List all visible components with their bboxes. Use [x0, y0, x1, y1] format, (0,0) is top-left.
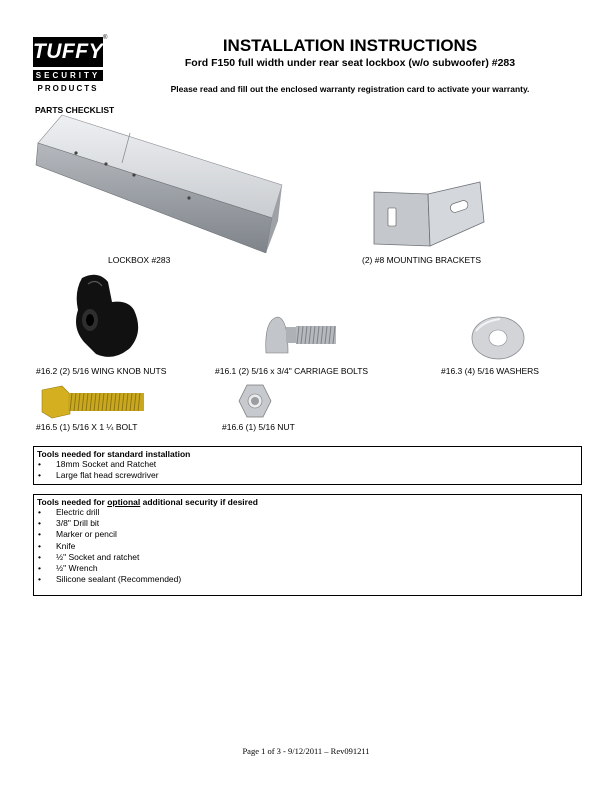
- logo-wordmark: TUFFY: [33, 37, 103, 67]
- part-label-brackets: (2) #8 MOUNTING BRACKETS: [362, 255, 482, 265]
- standard-tools-heading: Tools needed for standard installation: [37, 449, 191, 459]
- optional-tools-list: [34, 507, 581, 587]
- optional-tools-box: [33, 494, 582, 596]
- standard-tools-box: [33, 446, 582, 485]
- hex-bolt-illustration: [40, 384, 146, 420]
- logo-products-text: PRODUCTS: [37, 84, 99, 93]
- list-item: • 3/8" Drill bit: [34, 518, 581, 529]
- heading-text: Tools needed for: [37, 497, 108, 507]
- hex-nut-illustration: [238, 383, 272, 419]
- list-item: • Knife: [34, 541, 581, 552]
- part-label-washers: #16.3 (4) 5/16 WASHERS: [441, 366, 539, 376]
- parts-checklist-heading: PARTS CHECKLIST: [35, 105, 115, 115]
- part-label-hex-nut: #16.6 (1) 5/16 NUT: [222, 422, 295, 432]
- list-item: • Large flat head screwdriver: [34, 470, 581, 481]
- washer-illustration: [470, 315, 526, 361]
- part-label-hex-bolt: #16.5 (1) 5/16 X 1 ¼ BOLT: [36, 422, 138, 432]
- heading-text: additional security if desired: [140, 497, 258, 507]
- list-item: • Marker or pencil: [34, 529, 581, 540]
- list-item: • Electric drill: [34, 507, 581, 518]
- list-item: • Silicone sealant (Recommended): [34, 574, 581, 585]
- list-item: • ½" Socket and ratchet: [34, 552, 581, 563]
- page-footer: Page 1 of 3 - 9/12/2011 – Rev091211: [242, 746, 370, 756]
- tuffy-logo: [32, 35, 108, 95]
- warranty-note: Please read and fill out the enclosed warranty registration card to activate your warranty.: [170, 84, 530, 94]
- mounting-bracket-illustration: [368, 180, 488, 252]
- logo-security-text: SECURITY: [33, 70, 103, 81]
- part-label-carriage-bolts: #16.1 (2) 5/16 x 3/4" CARRIAGE BOLTS: [215, 366, 369, 376]
- list-item: • ½" Wrench: [34, 563, 581, 574]
- page-subtitle: Ford F150 full width under rear seat lockbox (w/o subwoofer) #283: [184, 57, 516, 69]
- part-label-lockbox: LOCKBOX #283: [108, 255, 171, 265]
- registered-mark: ®: [103, 35, 108, 41]
- wing-knob-nut-illustration: [68, 270, 158, 365]
- optional-tools-heading: [34, 495, 581, 507]
- list-item: • 18mm Socket and Ratchet: [34, 459, 581, 470]
- optional-emphasis: optional: [107, 497, 141, 507]
- carriage-bolt-illustration: [262, 313, 340, 359]
- lockbox-illustration: [34, 113, 284, 253]
- standard-tools-list: [34, 459, 581, 483]
- page-title: INSTALLATION INSTRUCTIONS: [222, 36, 478, 55]
- part-label-wing-knob: #16.2 (2) 5/16 WING KNOB NUTS: [36, 366, 167, 376]
